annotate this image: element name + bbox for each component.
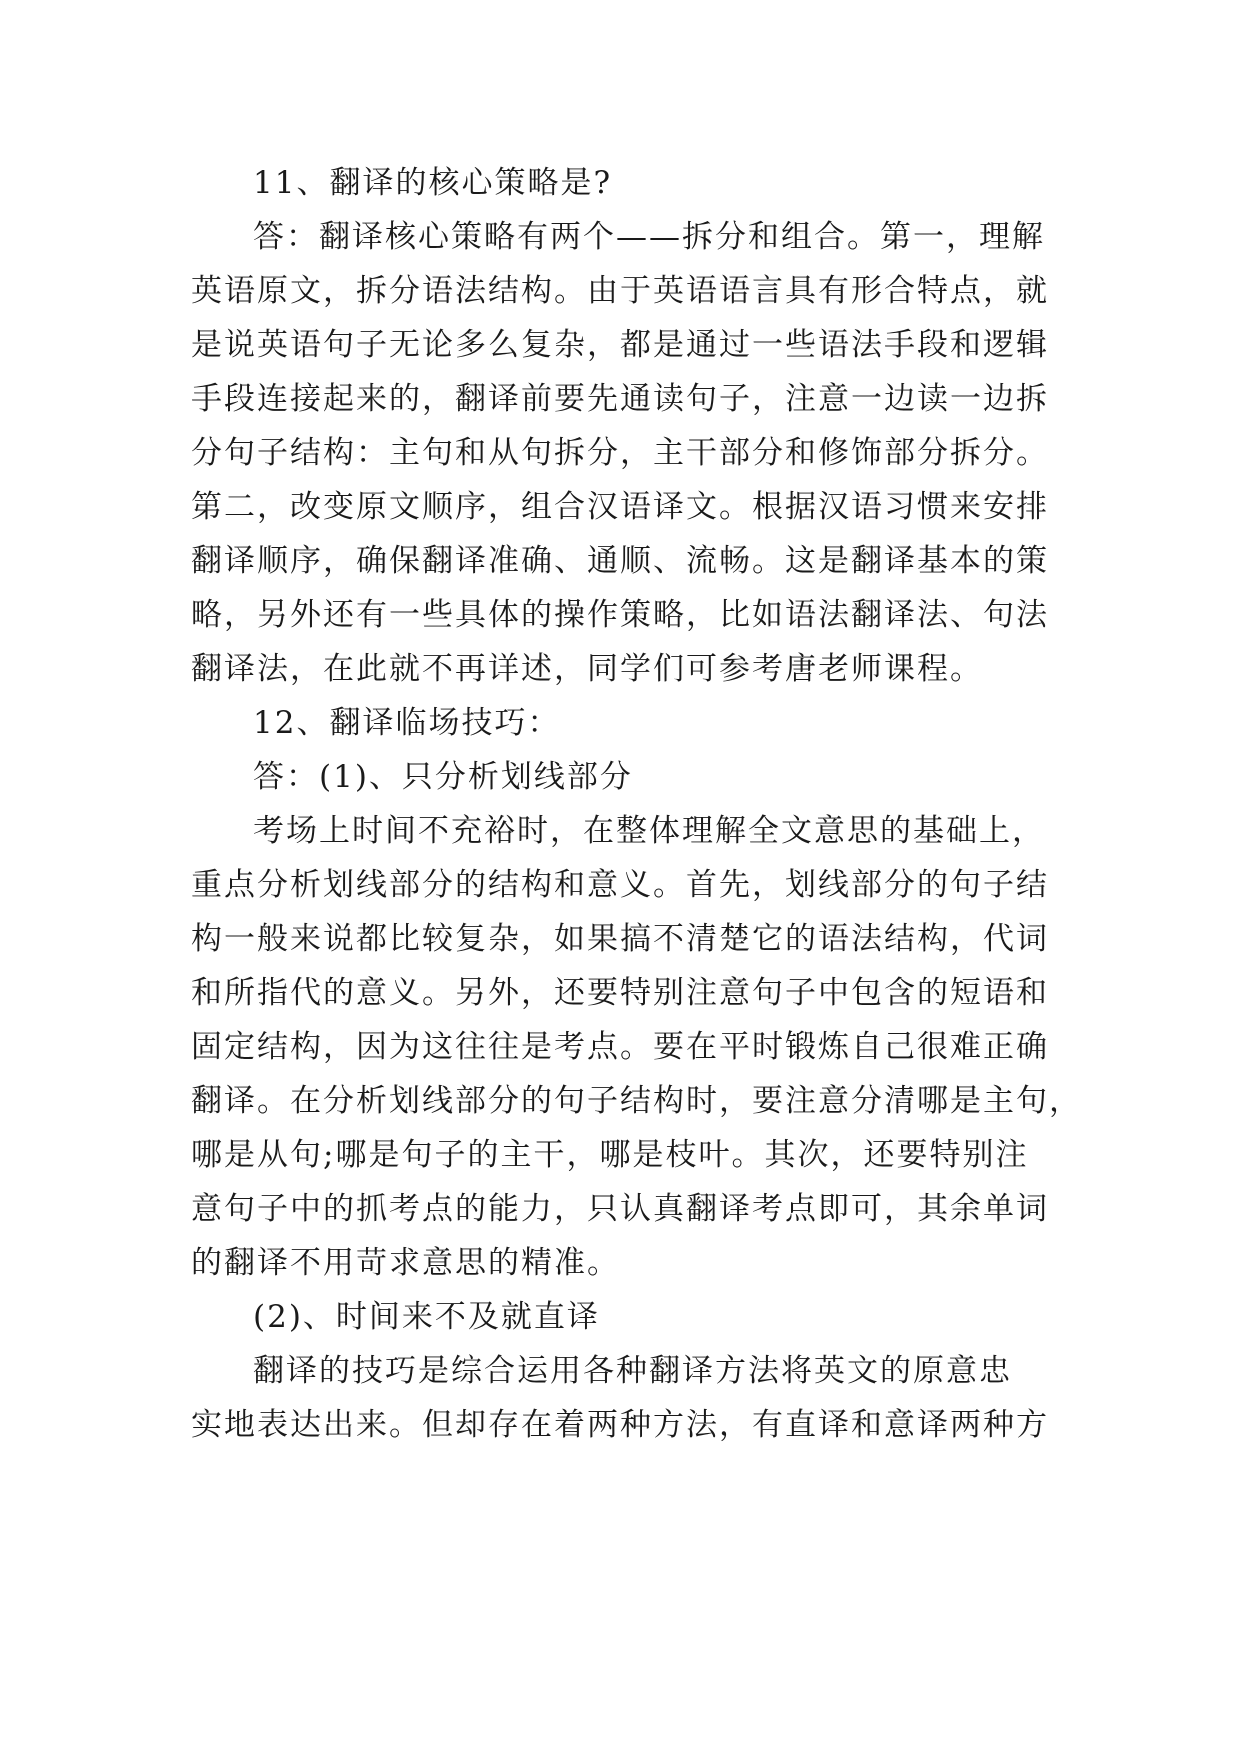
- paragraph-line: 翻译。在分析划线部分的句子结构时，要注意分清哪是主句，: [191, 1083, 1082, 1119]
- paragraph-line: 略，另外还有一些具体的操作策略，比如语法翻译法、句法: [191, 597, 1049, 633]
- paragraph-line: 是说英语句子无论多么复杂，都是通过一些语法手段和逻辑: [191, 327, 1049, 363]
- paragraph-line: 考场上时间不充裕时，在整体理解全文意思的基础上，: [253, 813, 1045, 849]
- paragraph-line: 哪是从句;哪是句子的主干，哪是枝叶。其次，还要特别注: [191, 1137, 1029, 1173]
- paragraph-line: 意句子中的抓考点的能力，只认真翻译考点即可，其余单词: [191, 1191, 1049, 1227]
- paragraph-line: 翻译的技巧是综合运用各种翻译方法将英文的原意忠: [253, 1353, 1012, 1389]
- paragraph-line: 的翻译不用苛求意思的精准。: [191, 1245, 620, 1281]
- paragraph-line: 答：翻译核心策略有两个——拆分和组合。第一，理解: [253, 219, 1045, 255]
- paragraph-line: 第二，改变原文顺序，组合汉语译文。根据汉语习惯来安排: [191, 489, 1049, 525]
- paragraph-line: 分句子结构：主句和从句拆分，主干部分和修饰部分拆分。: [191, 435, 1049, 471]
- paragraph-line: 固定结构，因为这往往是考点。要在平时锻炼自己很难正确: [191, 1029, 1049, 1065]
- paragraph-line: 构一般来说都比较复杂，如果搞不清楚它的语法结构，代词: [191, 921, 1049, 957]
- subheading-1: 答：(1)、只分析划线部分: [253, 759, 633, 795]
- paragraph-line: 翻译顺序，确保翻译准确、通顺、流畅。这是翻译基本的策: [191, 543, 1049, 579]
- paragraph-line: 和所指代的意义。另外，还要特别注意句子中包含的短语和: [191, 975, 1049, 1011]
- document-body: [191, 156, 1082, 1452]
- paragraph-line: 实地表达出来。但却存在着两种方法，有直译和意译两种方: [191, 1407, 1049, 1443]
- question-11-heading: 11、翻译的核心策略是?: [253, 165, 613, 201]
- paragraph-line: 翻译法，在此就不再详述，同学们可参考唐老师课程。: [191, 651, 983, 687]
- paragraph-line: 手段连接起来的，翻译前要先通读句子，注意一边读一边拆: [191, 381, 1049, 417]
- question-12-heading: 12、翻译临场技巧：: [253, 705, 561, 741]
- subheading-2: (2)、时间来不及就直译: [253, 1299, 600, 1335]
- paragraph-line: 重点分析划线部分的结构和意义。首先，划线部分的句子结: [191, 867, 1049, 903]
- paragraph-line: 英语原文，拆分语法结构。由于英语语言具有形合特点，就: [191, 273, 1049, 309]
